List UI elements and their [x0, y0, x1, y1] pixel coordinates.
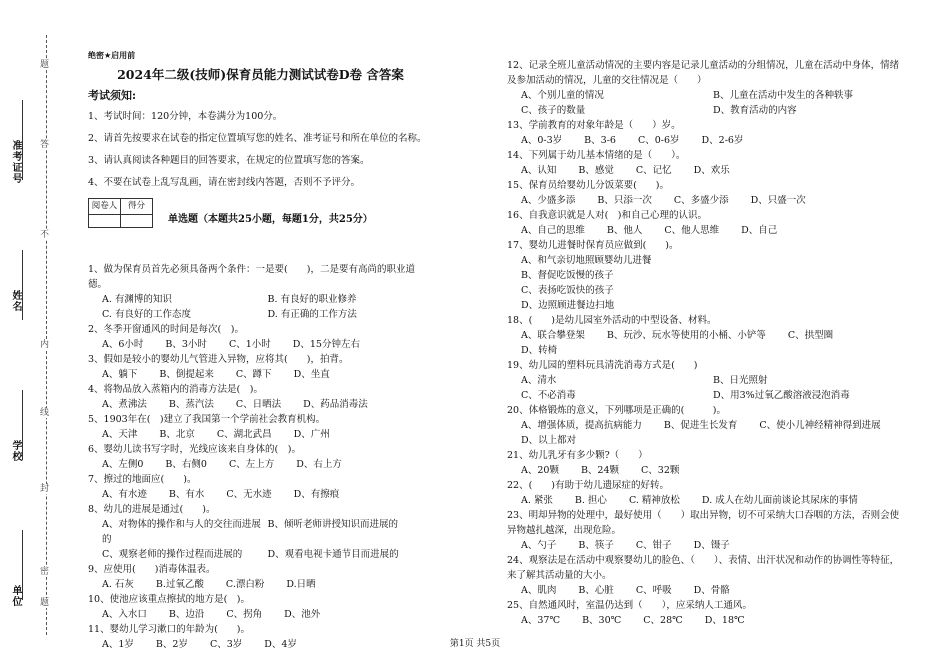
question-text: 13、学前教育的对象年龄是（ ）岁。	[507, 120, 681, 131]
page-title: 2024年二级(技师)保育员能力测试试卷D卷 含答案	[117, 67, 404, 82]
answer-option[interactable]: B、24颗	[580, 465, 620, 476]
answer-option[interactable]: C、他人思维	[664, 225, 720, 236]
question-text: 18、( )是幼儿园室外活动的中型设备、材料。	[507, 315, 717, 326]
answer-option[interactable]: A、0-3岁	[521, 135, 563, 146]
name-label: 姓名	[10, 290, 21, 312]
option-row	[507, 133, 905, 148]
answer-option[interactable]: D、池外	[284, 609, 321, 620]
answer-option[interactable]: D、镊子	[693, 540, 730, 551]
answer-option[interactable]: B、促进生长发育	[663, 420, 738, 431]
question-text: 25、自然通风时，室温仍达到（ ），应采纳人工通风。	[507, 600, 752, 611]
option-row	[88, 607, 433, 622]
answer-option[interactable]: C、日晒法	[235, 399, 282, 410]
secret-mark: 绝密★启用前	[88, 51, 136, 60]
answer-option[interactable]: D、观看电视卡通节目而进展的	[267, 549, 399, 560]
option-row	[507, 103, 905, 118]
answer-option[interactable]: A、6小时	[102, 339, 144, 350]
option-row	[507, 163, 905, 178]
answer-option[interactable]: A、个别儿童的情况	[521, 90, 604, 101]
answer-option[interactable]: B、玩沙、玩水等使用的小桶、小铲等	[606, 330, 766, 341]
question-text: 11、婴幼儿学习漱口的年龄为( )。	[88, 624, 251, 635]
answer-option[interactable]: A. 紧张	[521, 495, 553, 506]
option-row	[507, 583, 905, 598]
question-text: 21、幼儿乳牙有多少颗?（ ）	[507, 450, 648, 461]
answer-option[interactable]: C、湖北武昌	[216, 429, 272, 440]
answer-option[interactable]: D、右上方	[296, 459, 342, 470]
score-box	[88, 198, 153, 228]
answer-option[interactable]: B.过氧乙酸	[155, 579, 204, 590]
answer-option[interactable]: C. 精神放松	[628, 495, 680, 506]
seal-char: 不	[40, 230, 50, 240]
answer-option[interactable]: B、筷子	[578, 540, 614, 551]
option-row	[507, 613, 905, 628]
answer-option[interactable]: D、边照顾进餐边扫地	[521, 300, 615, 311]
answer-option[interactable]: D.日晒	[286, 579, 316, 590]
option-row	[507, 418, 905, 448]
answer-option[interactable]: C、拱型圈	[787, 330, 834, 341]
answer-option[interactable]: A、1岁	[102, 639, 134, 650]
answer-option[interactable]: C、32颗	[641, 465, 680, 476]
section-title: 单选题（本题共25小题，每题1分，共25分）	[168, 214, 373, 225]
answer-option[interactable]: C、0-6岁	[637, 135, 680, 146]
option-row	[88, 337, 433, 352]
answer-option[interactable]: B、倒提起来	[159, 369, 214, 380]
answer-option[interactable]: B、他人	[606, 225, 643, 236]
answer-option[interactable]: C、表扬吃饭快的孩子	[521, 285, 614, 296]
answer-option[interactable]: D、欢乐	[693, 165, 730, 176]
option-row	[88, 367, 433, 382]
score-cell[interactable]	[121, 215, 153, 228]
question-text: 3、假如是较小的婴幼儿气管进入异物，应将其( )，拍背。	[88, 354, 349, 365]
option-row	[88, 307, 433, 322]
answer-option[interactable]: C、记忆	[635, 165, 672, 176]
option-row	[88, 292, 433, 307]
answer-option[interactable]: D、2-6岁	[701, 135, 744, 146]
option-row	[507, 193, 905, 208]
answer-option[interactable]: D、以上都对	[521, 435, 577, 446]
question-text: 22、( )有助于幼儿遗尿症的好转。	[507, 480, 670, 491]
answer-option[interactable]: C、3岁	[209, 639, 243, 650]
answer-option[interactable]: D、广州	[293, 429, 330, 440]
answer-option[interactable]: B、日光照射	[713, 375, 768, 386]
left-column	[88, 48, 433, 228]
answer-option[interactable]: A、认知	[521, 165, 557, 176]
answer-option[interactable]: B、3小时	[165, 339, 207, 350]
answer-option[interactable]: D、药品消毒法	[303, 399, 368, 410]
answer-option[interactable]: C、拐角	[226, 609, 263, 620]
answer-option[interactable]: D、15分钟左右	[292, 339, 360, 350]
answer-option[interactable]: B、只添一次	[597, 195, 652, 206]
answer-option[interactable]: C、无水迹	[226, 489, 272, 500]
exam-id-label: 准考证号	[10, 140, 21, 184]
notice-item: 1、考试时间：120分钟，本卷满分为100分。	[88, 111, 283, 122]
answer-option[interactable]: C、1小时	[228, 339, 271, 350]
option-row	[507, 388, 905, 403]
right-question-list	[507, 58, 905, 628]
option-row	[88, 547, 433, 562]
question-text: 7、擦过的地面应( )。	[88, 474, 197, 485]
question-text: 9、应使用( )消毒体温表。	[88, 564, 216, 575]
question-text: 23、明却异物的处理中，最好使用（ ）取出异物，切不可采纳大口吞咽的方法，否则会使异物越扎越深，出现危险。	[507, 510, 900, 536]
answer-option[interactable]: D、18℃	[704, 615, 745, 626]
question-text: 15、保育员给婴幼儿分饭菜要( )。	[507, 180, 670, 191]
answer-option[interactable]: D、坐直	[293, 369, 330, 380]
option-row	[507, 373, 905, 388]
option-row	[88, 397, 433, 412]
seal-char: 封	[40, 484, 50, 494]
answer-option[interactable]: A、增强体质，提高抗病能力	[521, 420, 642, 431]
answer-option[interactable]: B、倾听老师讲授知识而进展的	[267, 519, 398, 530]
seal-char: 内	[40, 340, 50, 350]
option-row	[88, 487, 433, 502]
question-text: 1、做为保育员首先必须具备两个条件：一是要( )，二是要有高尚的职业道德。	[88, 264, 415, 290]
question-text: 4、将物品放入蒸箱内的消毒方法是( )。	[88, 384, 263, 395]
answer-option[interactable]: A、勺子	[521, 540, 557, 551]
answer-option[interactable]: A、对物体的操作和与人的交往而进展的	[102, 519, 261, 545]
grader-header: 阅卷人	[89, 199, 121, 215]
answer-option[interactable]: A、少盛多添	[521, 195, 576, 206]
seal-char: 密	[40, 567, 50, 577]
answer-option[interactable]: C、使小儿神经精神得到进展	[759, 420, 881, 431]
seal-char: 答	[40, 140, 50, 150]
notice-heading: 考试须知:	[88, 89, 137, 102]
answer-option[interactable]: C、孩子的数量	[521, 105, 586, 116]
answer-option[interactable]: D、有擦痕	[293, 489, 340, 500]
answer-option[interactable]: A、和气亲切地照顾婴幼儿进餐	[521, 255, 652, 266]
answer-option[interactable]: B、儿童在活动中发生的各种轶事	[713, 90, 853, 101]
answer-option[interactable]: C、钳子	[635, 540, 672, 551]
answer-option[interactable]: B、蒸汽法	[168, 399, 214, 410]
option-row	[88, 517, 433, 547]
notice-item: 4、不要在试卷上乱写乱画，请在密封线内答题，否则不予评分。	[88, 177, 361, 188]
answer-option[interactable]: D. 成人在幼儿面前谈论其尿床的事情	[701, 495, 858, 506]
answer-option[interactable]: A、煮沸法	[102, 399, 147, 410]
grader-cell[interactable]	[89, 215, 121, 228]
answer-option[interactable]: A. 石灰	[102, 579, 134, 590]
question-text: 20、体格锻炼的意义，下列哪项是正确的( )。	[507, 405, 727, 416]
question-text: 24、观察法是在活动中观察婴幼儿的脸色、（ ）、表情、出汗状况和动作的协调性等特征，来了解其活动量的大小。	[507, 555, 900, 581]
seal-char: 线	[40, 408, 50, 418]
answer-option[interactable]: D、自己	[741, 225, 778, 236]
answer-option[interactable]: C、蹲下	[235, 369, 272, 380]
answer-option[interactable]: C、多盛少添	[673, 195, 729, 206]
answer-option[interactable]: A. 有渊博的知识	[102, 294, 172, 305]
answer-option[interactable]: D、用3%过氧乙酸溶液浸泡消毒	[713, 390, 850, 401]
option-row	[507, 463, 905, 478]
option-row	[507, 328, 905, 358]
answer-option[interactable]: C、不必消毒	[521, 390, 576, 401]
answer-option[interactable]: A、入水口	[102, 609, 147, 620]
binding-margin	[0, 0, 62, 671]
answer-option[interactable]: C、呼吸	[635, 585, 672, 596]
answer-option[interactable]: D、只盛一次	[750, 195, 806, 206]
answer-option[interactable]: A、自己的思维	[521, 225, 585, 236]
page-footer: 第1页 共5页	[449, 639, 501, 649]
answer-option[interactable]: B、有水	[168, 489, 205, 500]
answer-option[interactable]: B、督促吃饭慢的孩子	[521, 270, 614, 281]
answer-option[interactable]: C.漂白粉	[225, 579, 265, 590]
answer-option[interactable]: B、心脏	[578, 585, 614, 596]
answer-option[interactable]: C、观察老师的操作过程而进展的	[102, 549, 243, 560]
notice-list	[88, 106, 433, 194]
score-header: 得分	[121, 199, 153, 215]
school-label: 学校	[10, 440, 21, 462]
option-row	[507, 223, 905, 238]
question-text: 12、记录全班儿童活动情况的主要内容是记录儿童活动的分组情况，儿童在活动中身体，情绪及参加活动的情况，儿童的交往情况是（ ）	[507, 60, 900, 86]
answer-option[interactable]: A、清水	[521, 375, 557, 386]
option-row	[88, 427, 433, 442]
answer-option[interactable]: C、左上方	[228, 459, 275, 470]
option-row	[507, 88, 905, 103]
answer-option[interactable]: B. 担心	[574, 495, 607, 506]
answer-option[interactable]: C. 有良好的工作态度	[102, 309, 191, 320]
answer-option[interactable]: D、骨骼	[693, 585, 730, 596]
left-question-list	[88, 262, 433, 652]
answer-option[interactable]: C、28℃	[643, 615, 683, 626]
question-text: 19、幼儿园的塑料玩具清洗消毒方式是( )	[507, 360, 698, 371]
answer-option[interactable]: B、感觉	[578, 165, 614, 176]
answer-option[interactable]: B、边沿	[168, 609, 205, 620]
answer-option[interactable]: A、肌肉	[521, 585, 557, 596]
question-text: 2、冬季开窗通风的时间是每次( )。	[88, 324, 244, 335]
notice-item: 3、请认真阅读各种题目的回答要求，在规定的位置填写您的答案。	[88, 155, 370, 166]
answer-option[interactable]: B、北京	[159, 429, 195, 440]
answer-option[interactable]: D. 有正确的工作方法	[267, 309, 357, 320]
answer-option[interactable]: B、右侧0	[165, 459, 207, 470]
answer-option[interactable]: A、天津	[102, 429, 138, 440]
question-text: 8、幼儿的进展是通过( )。	[88, 504, 216, 515]
question-text: 5、1903年在( )建立了我国第一个学前社会教育机构。	[88, 414, 326, 425]
option-row	[88, 577, 433, 592]
answer-option[interactable]: D、4岁	[264, 639, 297, 650]
question-text: 14、下列属于幼儿基本情绪的是（ ）。	[507, 150, 686, 161]
question-text: 6、婴幼儿读书写字时，光线应该来自身体的( )。	[88, 444, 301, 455]
answer-option[interactable]: B、2岁	[155, 639, 188, 650]
option-row	[88, 457, 433, 472]
question-text: 16、自我意识就是人对( )和自己心理的认识。	[507, 210, 708, 221]
answer-option[interactable]: B. 有良好的职业修养	[267, 294, 357, 305]
seal-char: 题	[40, 598, 50, 608]
notice-item: 2、请首先按要求在试卷的指定位置填写您的姓名、准考证号和所在单位的名称。	[88, 133, 427, 144]
seal-line	[46, 35, 47, 635]
answer-option[interactable]: B、3-6	[584, 135, 616, 146]
answer-option[interactable]: A、左侧0	[102, 459, 144, 470]
option-row	[507, 538, 905, 553]
answer-option[interactable]: A、有水迹	[102, 489, 147, 500]
question-text: 10、使池应该重点擦拭的地方是( )。	[88, 594, 251, 605]
seal-char: 题	[40, 60, 50, 70]
question-text: 17、婴幼儿进餐时保育员应做到( )。	[507, 240, 679, 251]
answer-option[interactable]: B、30℃	[582, 615, 622, 626]
unit-label: 单位	[10, 585, 21, 607]
answer-option[interactable]: A、联合攀登架	[521, 330, 585, 341]
answer-option[interactable]: A、20颗	[521, 465, 559, 476]
answer-option[interactable]: A、37℃	[521, 615, 561, 626]
answer-option[interactable]: D、教育活动的内容	[713, 105, 797, 116]
answer-option[interactable]: A、躺下	[102, 369, 138, 380]
answer-option[interactable]: D、转椅	[521, 345, 558, 356]
option-row	[507, 493, 905, 508]
